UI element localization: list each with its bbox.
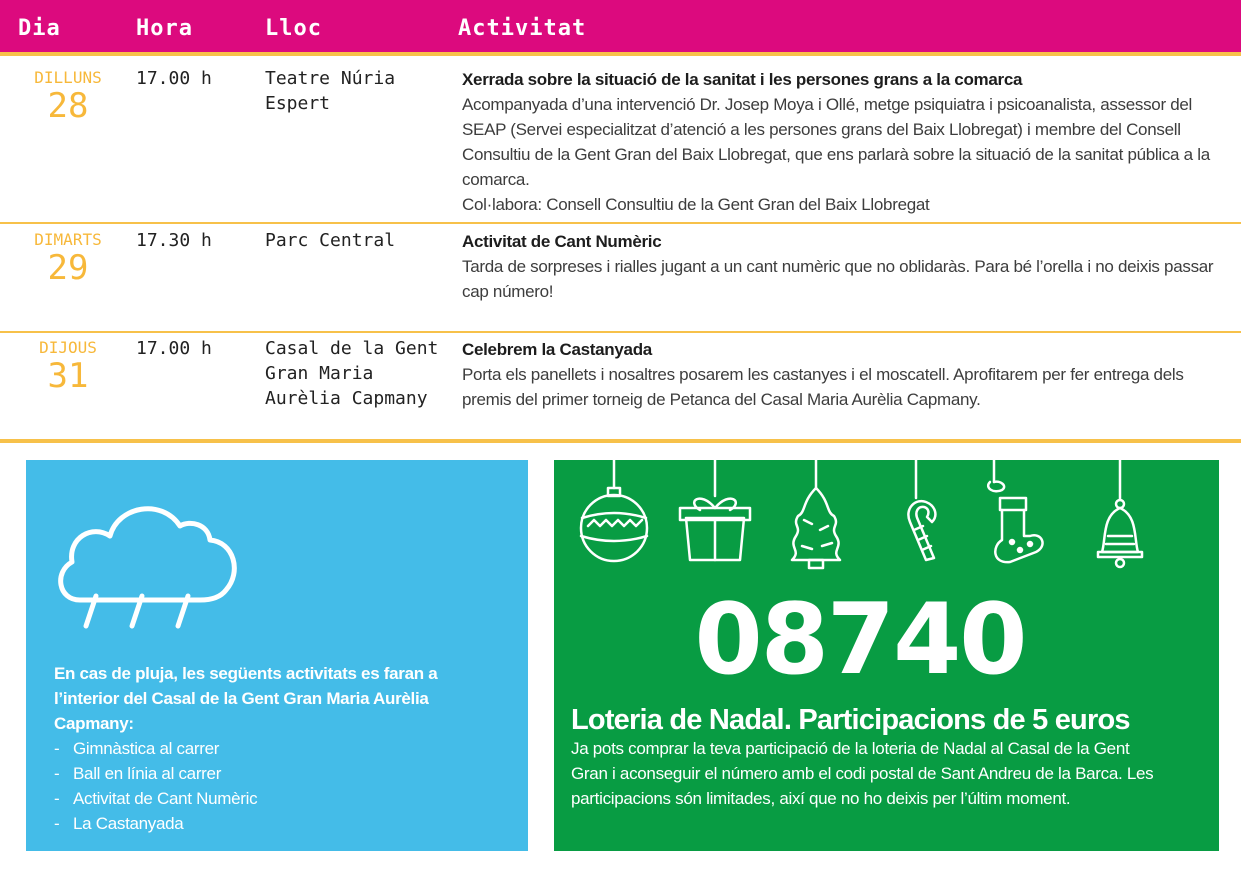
day-name: DIMARTS <box>34 230 102 249</box>
day-number: 29 <box>47 248 89 288</box>
event-time: 17.30 h <box>136 230 212 251</box>
lottery-title: Loteria de Nadal. Participacions de 5 euros <box>571 704 1130 736</box>
table-bottom-rule <box>0 439 1241 443</box>
lottery-notice <box>554 460 1219 851</box>
rain-text <box>54 661 484 836</box>
day-name: DIJOUS <box>39 338 97 357</box>
stocking-icon <box>988 460 1042 562</box>
event-row <box>0 56 1241 224</box>
header-activitat: Activitat <box>458 16 587 41</box>
event-activity <box>462 67 1232 217</box>
header-dia: Dia <box>18 16 61 41</box>
event-place: Parc Central <box>265 230 396 251</box>
list-item: - Gimnàstica al carrer <box>54 739 220 758</box>
rain-lead: En cas de pluja, les següents activitats es faran a l’interior del Casal de la Gent Gran Maria Aurèlia Capmany: <box>54 664 438 733</box>
event-title: Xerrada sobre la situació de la sanitat i les persones grans a la comarca <box>462 70 1023 89</box>
list-item-label: Gimnàstica al carrer <box>73 739 220 758</box>
bell-icon <box>1098 460 1142 567</box>
day-number: 31 <box>47 356 89 396</box>
day-name: DILLUNS <box>34 68 102 87</box>
rain-cloud-icon <box>50 480 250 640</box>
event-activity <box>462 229 1232 304</box>
event-row <box>0 333 1241 438</box>
table-header <box>0 0 1241 56</box>
tree-icon <box>792 460 840 568</box>
lottery-number: 08740 <box>694 583 1026 697</box>
event-title: Celebrem la Castanyada <box>462 340 652 359</box>
event-place: Teatre Núria Espert <box>265 68 396 114</box>
rain-notice <box>26 460 528 851</box>
event-row <box>0 224 1241 332</box>
gift-icon <box>680 460 750 560</box>
christmas-ornaments <box>554 460 1219 585</box>
event-collaborator: Col·labora: Consell Consultiu de la Gent Gran del Baix Llobregat <box>462 195 930 214</box>
list-item-label: Ball en línia al carrer <box>73 764 222 783</box>
event-description: Porta els panellets i nosaltres posarem les castanyes i el moscatell. Aprofitarem per fer entrega dels premis del primer torneig de Petanca del Casal Maria Aurèlia Capmany. <box>462 365 1184 409</box>
event-description: Tarda de sorpreses i rialles jugant a un cant numèric que no oblidaràs. Para bé l’orella i no deixis passar cap número! <box>462 257 1214 301</box>
day-number: 28 <box>47 86 89 126</box>
lottery-description: Ja pots comprar la teva participació de la loteria de Nadal al Casal de la Gent Gran i aconseguir el número amb el codi postal de Sant Andreu de la Barca. Les participacions són limitades, així que no ho deixis per l’últim moment. <box>571 739 1154 808</box>
bauble-icon <box>581 460 647 561</box>
event-time: 17.00 h <box>136 338 212 359</box>
event-description: Acompanyada d’una intervenció Dr. Josep Moya i Ollé, metge psiquiatra i psicoanalista, assessor del SEAP (Servei especialitzat d’atenció a les persones grans del Baix Llobregat) i membre del Consell Consultiu de la Gent Gran del Baix Llobregat, que ens parlarà sobre la situació de la sanitat pública a la comarca. <box>462 95 1210 189</box>
list-item: - Ball en línia al carrer <box>54 764 222 783</box>
list-item: - La Castanyada <box>54 814 184 833</box>
header-hora: Hora <box>136 16 193 41</box>
event-place: Casal de la Gent Gran Maria Aurèlia Capmany <box>265 338 439 409</box>
event-activity <box>462 337 1232 412</box>
header-lloc: Lloc <box>265 16 322 41</box>
list-item: - Activitat de Cant Numèric <box>54 789 258 808</box>
list-item-label: Activitat de Cant Numèric <box>73 789 258 808</box>
event-time: 17.00 h <box>136 68 212 89</box>
list-item-label: La Castanyada <box>73 814 184 833</box>
event-title: Activitat de Cant Numèric <box>462 232 662 251</box>
rain-activity-list <box>54 736 484 836</box>
candy-cane-icon <box>908 460 935 560</box>
